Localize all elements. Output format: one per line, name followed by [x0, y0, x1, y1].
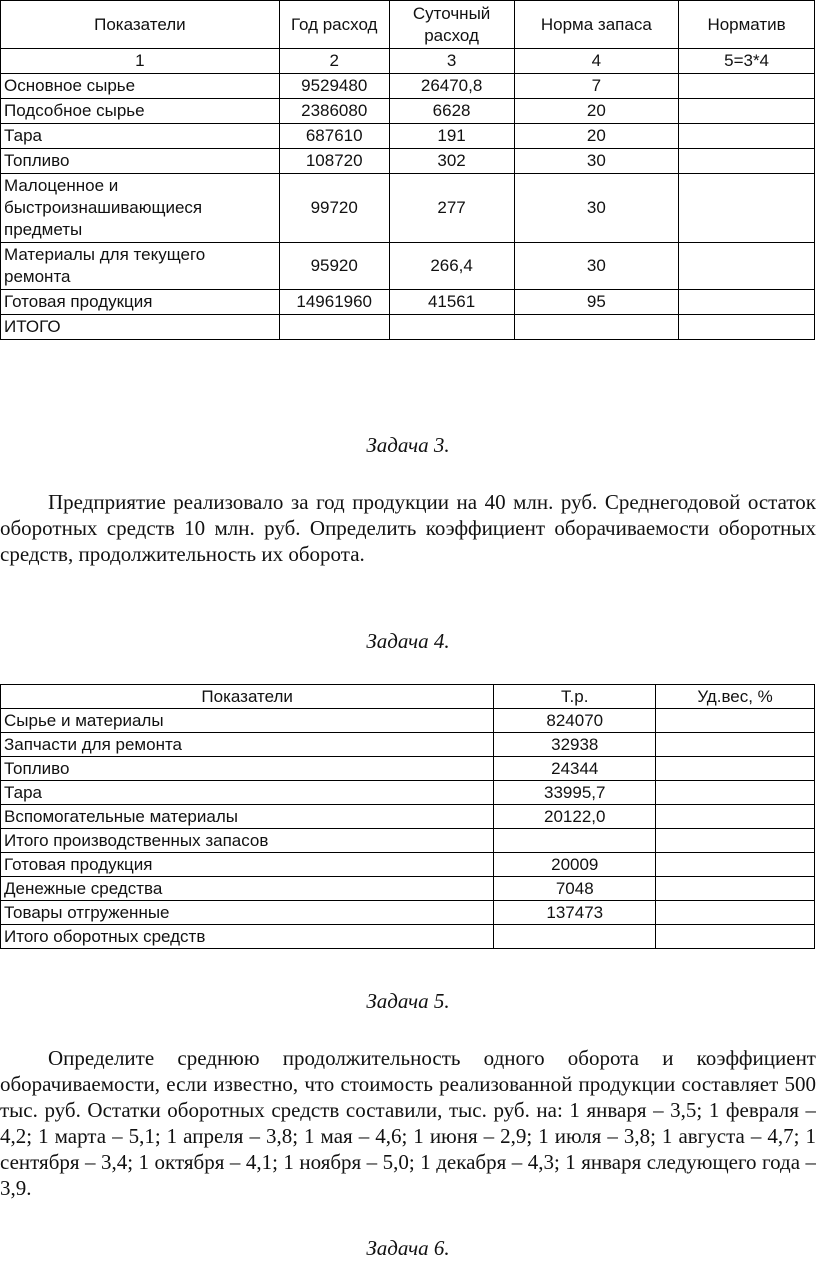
total-row — [1, 315, 815, 340]
daily-consumption: 266,4 — [389, 243, 514, 290]
row-label: ИТОГО — [1, 315, 280, 340]
table-row — [1, 733, 815, 757]
share-percent — [656, 709, 815, 733]
standard-value — [679, 315, 815, 340]
value-thousand-rub: 20009 — [494, 853, 656, 877]
column-number-row — [1, 49, 815, 74]
header-cell: Норма запаса — [514, 1, 679, 49]
table-row — [1, 74, 815, 99]
column-number: 3 — [389, 49, 514, 74]
table-row — [1, 124, 815, 149]
row-label: Тара — [1, 781, 494, 805]
table-header-row — [1, 1, 815, 49]
stock-norm: 30 — [514, 243, 679, 290]
stock-norm: 30 — [514, 149, 679, 174]
daily-consumption: 6628 — [389, 99, 514, 124]
row-label: Готовая продукция — [1, 290, 280, 315]
annual-consumption: 99720 — [279, 174, 389, 243]
stock-norm: 30 — [514, 174, 679, 243]
share-percent — [656, 805, 815, 829]
header-cell: Уд.вес, % — [656, 685, 815, 709]
table-row — [1, 709, 815, 733]
row-label: Материалы для текущего ремонта — [1, 243, 280, 290]
header-cell: Норматив — [679, 1, 815, 49]
header-cell: Суточный расход — [389, 1, 514, 49]
row-label: Тара — [1, 124, 280, 149]
share-percent — [656, 853, 815, 877]
standard-value — [679, 243, 815, 290]
table-row — [1, 290, 815, 315]
standard-value — [679, 290, 815, 315]
standard-value — [679, 174, 815, 243]
table-row — [1, 174, 815, 243]
task3-text: Предприятие реализовало за год продукции на 40 млн. руб. Среднегодовой остаток оборотных средств 10 млн. руб. Определить коэффициент оборачиваемости оборотных средств, продолжительность их оборота. — [0, 490, 816, 566]
row-label: Малоценное и быстроизнашивающиеся предметы — [1, 174, 280, 243]
share-percent — [656, 829, 815, 853]
row-label: Итого производственных запасов — [1, 829, 494, 853]
share-percent — [656, 733, 815, 757]
stock-norm: 20 — [514, 124, 679, 149]
row-label: Подсобное сырье — [1, 99, 280, 124]
value-thousand-rub: 32938 — [494, 733, 656, 757]
table-header-row — [1, 685, 815, 709]
column-number: 5=3*4 — [679, 49, 815, 74]
table-row — [1, 757, 815, 781]
share-percent — [656, 925, 815, 949]
column-number: 4 — [514, 49, 679, 74]
header-cell: Показатели — [1, 1, 280, 49]
working-capital-table — [0, 684, 815, 949]
stock-norm: 20 — [514, 99, 679, 124]
standard-value — [679, 149, 815, 174]
standard-value — [679, 99, 815, 124]
column-number: 1 — [1, 49, 280, 74]
value-thousand-rub: 33995,7 — [494, 781, 656, 805]
stock-norms-table — [0, 0, 815, 340]
subtotal-row — [1, 829, 815, 853]
task5-heading: Задача 5. — [366, 989, 450, 1013]
table-row — [1, 243, 815, 290]
annual-consumption: 108720 — [279, 149, 389, 174]
value-thousand-rub — [494, 829, 656, 853]
row-label: Сырье и материалы — [1, 709, 494, 733]
table-row — [1, 877, 815, 901]
row-label: Топливо — [1, 757, 494, 781]
stock-norm: 95 — [514, 290, 679, 315]
header-cell: Т.р. — [494, 685, 656, 709]
share-percent — [656, 757, 815, 781]
value-thousand-rub: 824070 — [494, 709, 656, 733]
task5-text: Определите среднюю продолжительность одного оборота и коэффициент оборачиваемости, если известно, что стоимость реализованной продукции составляет 500 тыс. руб. Остатки оборотных средств составили, тыс. руб. на: 1 января – 3,5; 1 февраля – 4,2; 1 марта – 5,1; 1 апреля – 3,8; 1 мая – 4,6; 1 июня – 2,9; 1 июля – 3,8; 1 августа – 4,7; 1 сентября – 3,4; 1 октября – 4,1; 1 ноября – 5,0; 1 декабря – 4,3; 1 января следующего года – 3,9. — [0, 1046, 816, 1200]
daily-consumption: 41561 — [389, 290, 514, 315]
header-cell: Показатели — [1, 685, 494, 709]
daily-consumption: 277 — [389, 174, 514, 243]
share-percent — [656, 901, 815, 925]
table-row — [1, 853, 815, 877]
value-thousand-rub: 137473 — [494, 901, 656, 925]
standard-value — [679, 124, 815, 149]
daily-consumption: 302 — [389, 149, 514, 174]
row-label: Товары отгруженные — [1, 901, 494, 925]
annual-consumption: 95920 — [279, 243, 389, 290]
row-label: Итого оборотных средств — [1, 925, 494, 949]
column-number: 2 — [279, 49, 389, 74]
task3-heading: Задача 3. — [366, 433, 450, 457]
daily-consumption: 191 — [389, 124, 514, 149]
value-thousand-rub: 24344 — [494, 757, 656, 781]
value-thousand-rub: 20122,0 — [494, 805, 656, 829]
row-label: Основное сырье — [1, 74, 280, 99]
header-cell: Год расход — [279, 1, 389, 49]
annual-consumption: 2386080 — [279, 99, 389, 124]
daily-consumption — [389, 315, 514, 340]
row-label: Вспомогательные материалы — [1, 805, 494, 829]
share-percent — [656, 877, 815, 901]
total-row — [1, 925, 815, 949]
table-row — [1, 781, 815, 805]
table-row — [1, 901, 815, 925]
annual-consumption: 14961960 — [279, 290, 389, 315]
stock-norm: 7 — [514, 74, 679, 99]
share-percent — [656, 781, 815, 805]
stock-norm — [514, 315, 679, 340]
row-label: Запчасти для ремонта — [1, 733, 494, 757]
row-label: Топливо — [1, 149, 280, 174]
table-row — [1, 805, 815, 829]
standard-value — [679, 74, 815, 99]
annual-consumption — [279, 315, 389, 340]
annual-consumption: 9529480 — [279, 74, 389, 99]
task4-heading: Задача 4. — [366, 629, 450, 653]
annual-consumption: 687610 — [279, 124, 389, 149]
task6-heading: Задача 6. — [366, 1236, 450, 1260]
row-label: Денежные средства — [1, 877, 494, 901]
row-label: Готовая продукция — [1, 853, 494, 877]
value-thousand-rub — [494, 925, 656, 949]
daily-consumption: 26470,8 — [389, 74, 514, 99]
value-thousand-rub: 7048 — [494, 877, 656, 901]
table-row — [1, 149, 815, 174]
table-row — [1, 99, 815, 124]
